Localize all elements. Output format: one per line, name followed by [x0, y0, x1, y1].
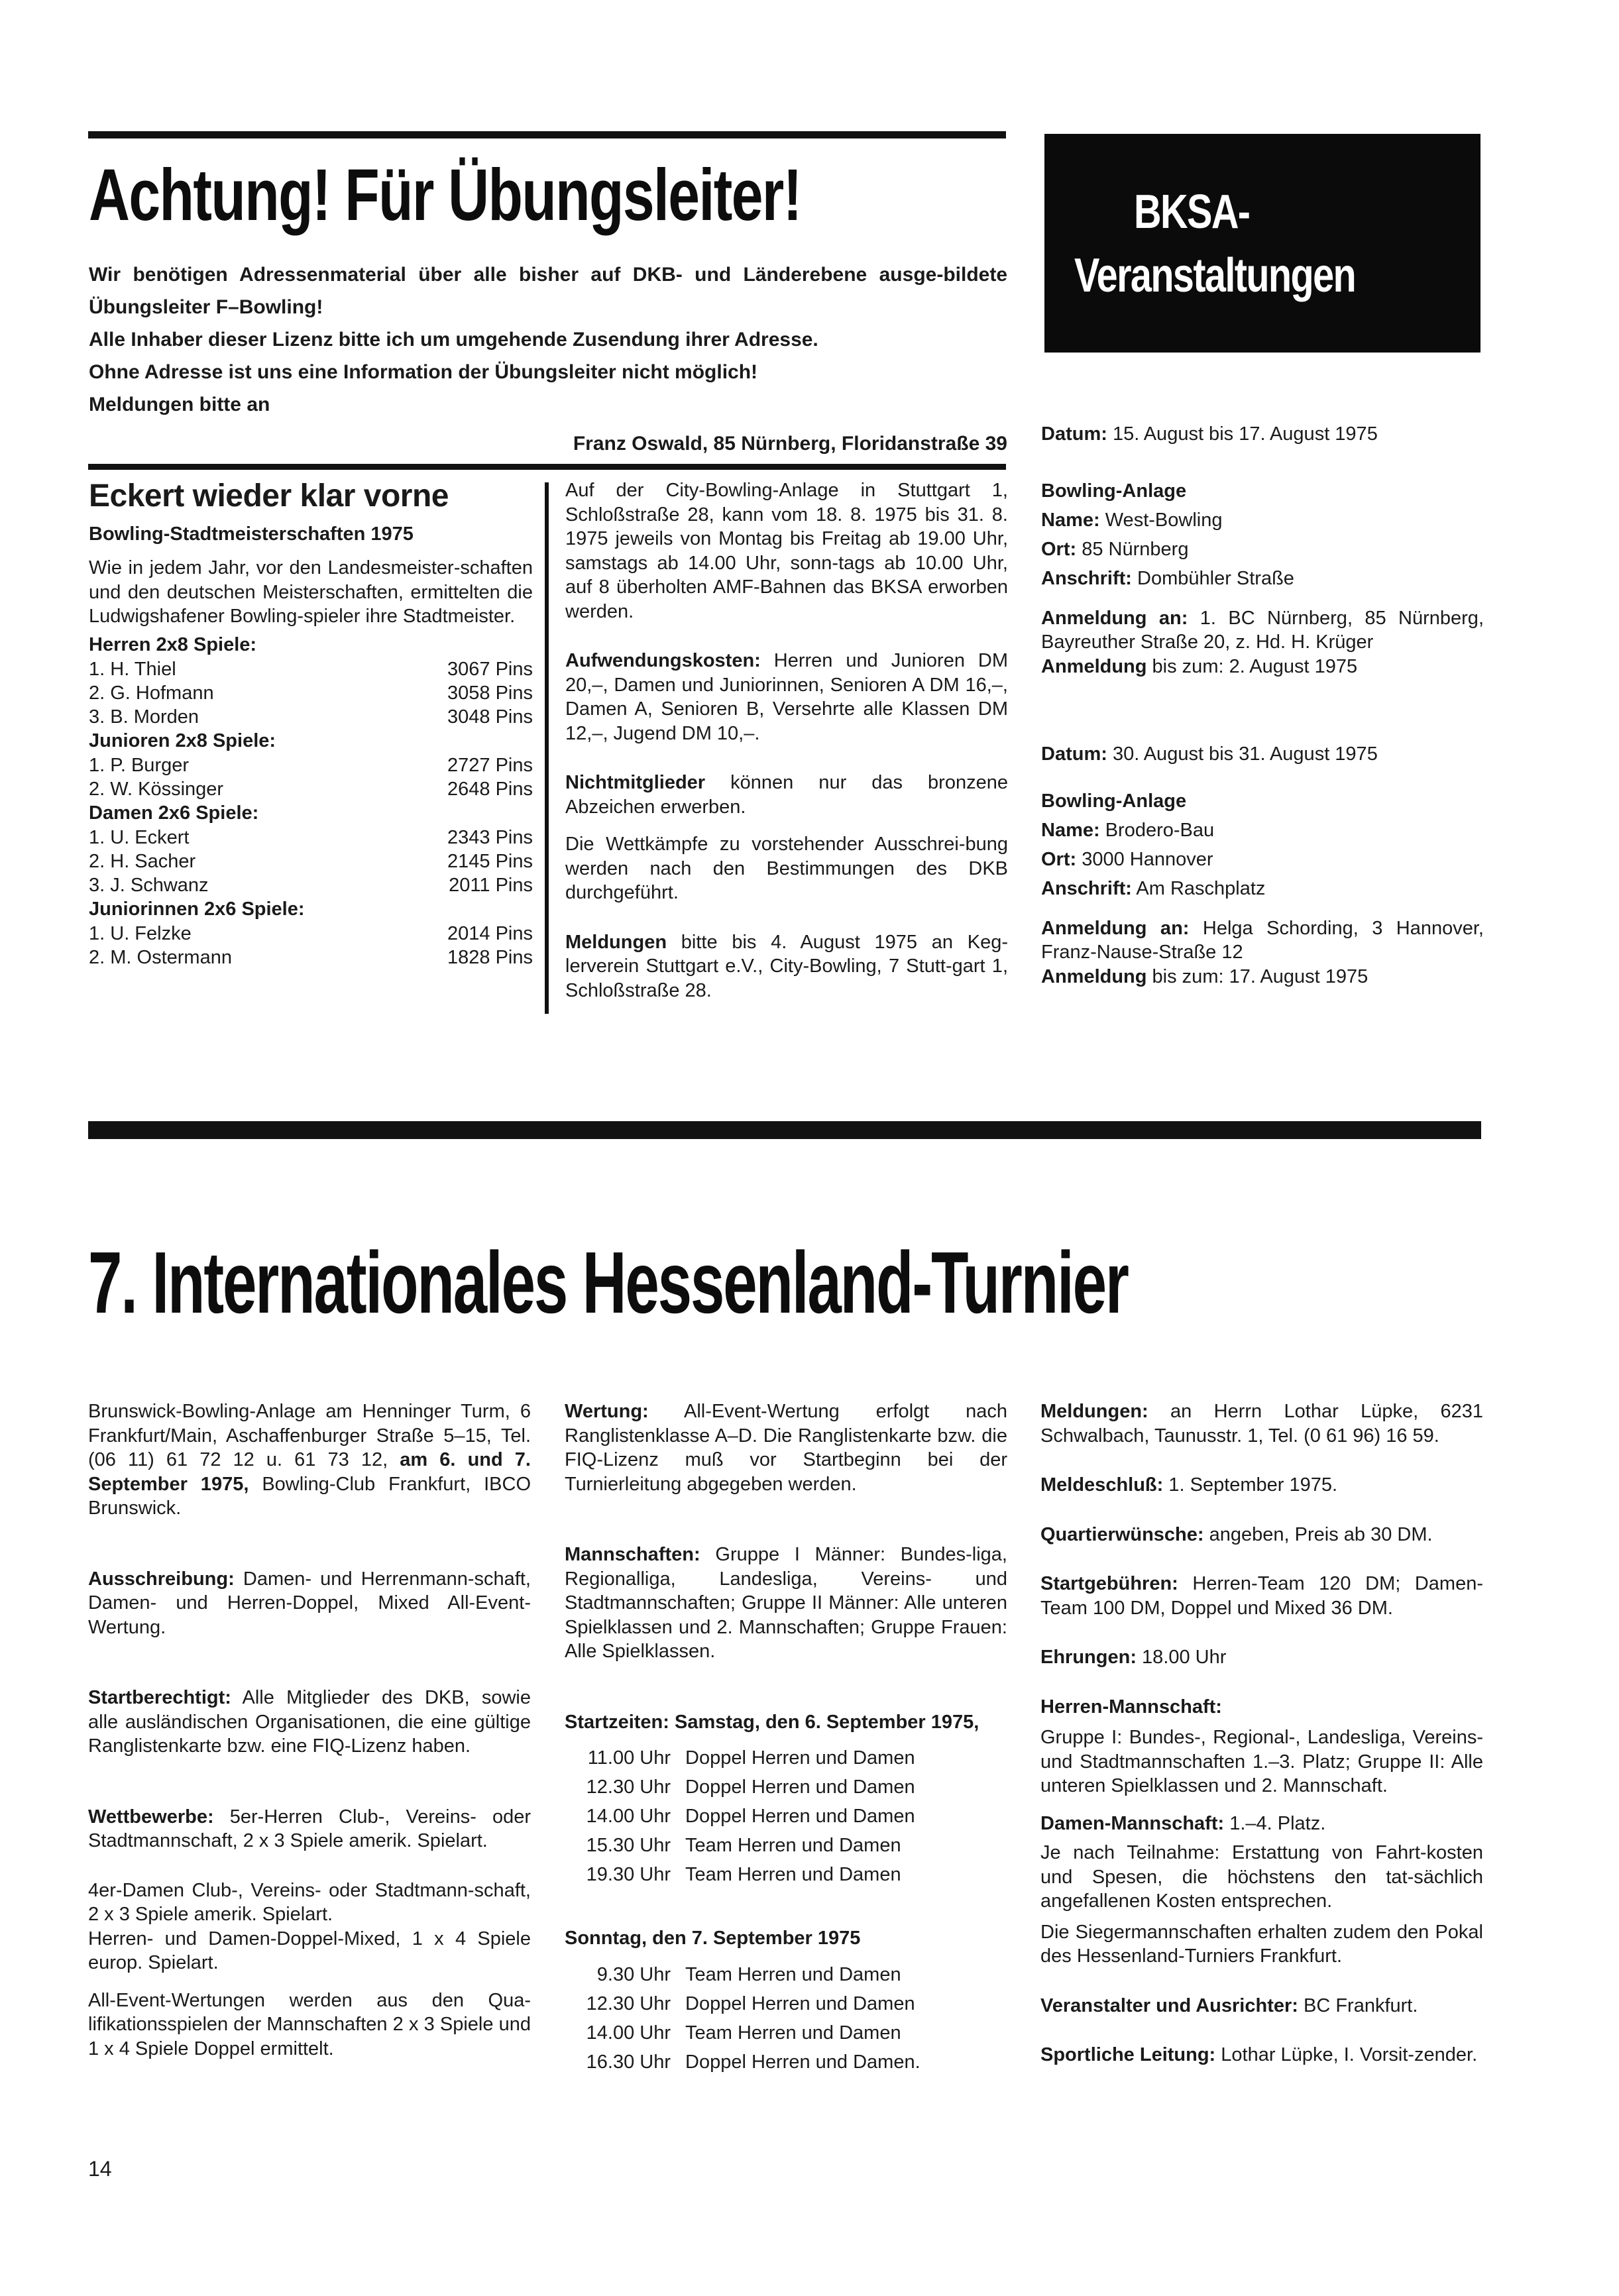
intro-text: Brunswick-Bowling-Anlage am Henninger Turm, 6 Frankfurt/Main, Aschaffenburger Straße 5–15, Tel. (06 11) 61 72 12 u. 61 73 12, — [88, 1401, 531, 1470]
stuttgart-registration — [565, 930, 1008, 1003]
damen-mannschaft — [1040, 1812, 1483, 1836]
schedule-row — [565, 1989, 1007, 2018]
event-name: Team Herren und Damen — [685, 2022, 901, 2044]
schedule-row — [565, 1860, 1007, 1889]
score: 2343 Pins — [447, 826, 533, 848]
score: 2014 Pins — [447, 922, 533, 944]
article-intro: Wie in jedem Jahr, vor den Landesmeister-schaften und den deutschen Meisterschaften, ermittelten die Ludwigshafener Bowling-spieler ihre Stadtmeister. — [89, 557, 533, 627]
costs-label: Aufwendungskosten: — [565, 650, 761, 671]
meldeschluss-label: Meldeschluß: — [1040, 1474, 1164, 1496]
column-divider — [545, 482, 549, 1014]
top-rule — [88, 131, 1006, 138]
mannschaften-label: Mannschaften: — [565, 1544, 700, 1565]
result-row — [89, 657, 533, 681]
article-stuttgart — [565, 478, 1008, 1003]
saturday-heading: Startzeiten: Samstag, den 6. September 1975, — [565, 1711, 979, 1733]
score: 2727 Pins — [447, 754, 533, 776]
event-name: Doppel Herren und Damen — [685, 1806, 915, 1827]
start-time: 14.00 Uhr — [586, 1806, 671, 1827]
registration-until — [1041, 655, 1484, 679]
schedule-row — [565, 2018, 1007, 2048]
damen-label: Damen-Mannschaft: — [1040, 1812, 1225, 1834]
nonmembers-label: Nichtmitglieder — [565, 772, 706, 793]
event-name: Team Herren und Damen — [685, 1835, 901, 1856]
startberechtigt-text: Alle Mitglieder des DKB, sowie alle ausländischen Organisationen, die eine gültige Ranglistenkarte bzw. eine FIQ-Lizenz haben. — [88, 1687, 531, 1757]
rank: 2. — [89, 946, 105, 968]
event-name: Doppel Herren und Damen — [685, 1747, 915, 1769]
venue-name — [1041, 506, 1484, 535]
event-date — [1041, 422, 1484, 447]
place-value: 85 Nürnberg — [1076, 538, 1189, 560]
address-label: Anschrift: — [1041, 567, 1132, 589]
nonmembers-text: können nur das bronzene Abzeichen erwerben. — [565, 772, 1008, 818]
schedule-row — [565, 1743, 1007, 1773]
tournament-col3 — [1040, 1399, 1483, 2067]
rank: 1. — [89, 658, 105, 680]
venue-place — [1041, 845, 1484, 874]
ehrungen-text: 18.00 Uhr — [1137, 1647, 1227, 1668]
page-number: 14 — [88, 2157, 112, 2181]
quartier — [1040, 1523, 1483, 1547]
player-name: W. Kössinger — [110, 778, 224, 800]
event-name: Doppel Herren und Damen — [685, 1993, 915, 2014]
event-name: Team Herren und Damen — [685, 1963, 901, 1985]
result-row — [89, 753, 533, 777]
intro-date: am 6. und 7. September 1975, — [88, 1449, 531, 1495]
event-name: Doppel Herren und Damen. — [685, 2051, 921, 2073]
start-time: 19.30 Uhr — [586, 1864, 671, 1885]
damen-wettbewerb: 4er-Damen Club-, Vereins- oder Stadtmann-schaft, 2 x 3 Spiele amerik. Spielart. — [88, 1879, 531, 1925]
quartier-label: Quartierwünsche: — [1040, 1523, 1204, 1545]
notice-body — [89, 258, 1007, 460]
score: 3067 Pins — [447, 658, 533, 680]
reg-to-value: Helga Schording, 3 Hannover, Franz-Nause-Straße 12 — [1041, 917, 1484, 963]
result-row — [89, 849, 533, 873]
bksa-title-box — [1044, 134, 1480, 353]
place-label: Ort: — [1041, 848, 1077, 870]
pokal-text: Die Siegermannschaften erhalten zudem den Pokal des Hessenland-Turniers Frankfurt. — [1040, 1921, 1483, 1967]
wertung-label: Wertung: — [565, 1401, 649, 1422]
rank: 2. — [89, 778, 105, 800]
wertung-text: All-Event-Wertung erfolgt nach Ranglistenklasse A–D. Die Ranglistenkarte bzw. die FIQ-Lizenz muß vor Startbeginn bei der Turnierleitung abgegeben werden. — [565, 1401, 1007, 1495]
name-label: Name: — [1041, 819, 1100, 841]
meldungen-text: an Herrn Lothar Lüpke, 6231 Schwalbach, Taunusstr. 1, Tel. (0 61 96) 16 59. — [1040, 1401, 1483, 1447]
result-row — [89, 777, 533, 801]
category-heading: Herren 2x8 Spiele: — [89, 633, 257, 655]
veranstalter — [1040, 1994, 1483, 2018]
wettbewerbe-text: 5er-Herren Club-, Vereins- oder Stadtmannschaft, 2 x 3 Spiele amerik. Spielart. — [88, 1806, 531, 1851]
date-label: Datum: — [1041, 743, 1107, 765]
notice-paragraph: Wir benötigen Adressenmaterial über alle bisher auf DKB- und Länderebene ausge-bildete Übungsleiter F–Bowling! — [89, 264, 1007, 318]
reg-to-label: Anmeldung an: — [1041, 917, 1190, 939]
article-subtitle: Bowling-Stadtmeisterschaften 1975 — [89, 523, 414, 545]
reg-until-value: bis zum: 2. August 1975 — [1146, 655, 1358, 677]
player-name: J. Schwanz — [110, 874, 209, 896]
stuttgart-intro: Auf der City-Bowling-Anlage in Stuttgart 1, Schloßstraße 28, kann vom 18. 8. 1975 bis 31. 8. 1975 jeweils von Montag bis Freitag ab 19.00 Uhr, samstags ab 14.00 Uhr, sonn-tags ab 10.00 Uhr, auf 8 überholten AMF-Bahnen das BKSA erworben werden. — [565, 480, 1008, 622]
reg-until-label: Anmeldung — [1041, 965, 1147, 987]
startberechtigt-label: Startberechtigt: — [88, 1687, 231, 1708]
address-value: Dombühler Straße — [1131, 567, 1294, 589]
herren-text: Gruppe I: Bundes-, Regional-, Landesliga, Vereins- und Stadtmannschaften 1.–3. Platz; Gruppe II: Alle unteren Spielklassen und 2. Mannschaft. — [1040, 1727, 1483, 1796]
bksa-events — [1041, 422, 1484, 989]
allevent-text: All-Event-Wertungen werden aus den Qua-lifikationsspielen der Mannschaften 2 x 3 Spiele und 1 x 4 Spiele Doppel ermittelt. — [88, 1989, 531, 2059]
registration-to — [1041, 916, 1484, 965]
section-rule — [88, 464, 1006, 470]
reg-to-value: 1. BC Nürnberg, 85 Nürnberg, Bayreuther Straße 20, z. Hd. H. Krüger — [1041, 607, 1484, 653]
damen-text: 1.–4. Platz. — [1224, 1812, 1326, 1834]
start-time: 15.30 Uhr — [586, 1835, 671, 1856]
intro-text: Bowling-Club Frankfurt, IBCO Brunswick. — [88, 1473, 531, 1519]
gebuehren-text: Herren-Team 120 DM; Damen-Team 100 DM, Doppel und Mixed 36 DM. — [1040, 1573, 1483, 1619]
result-row — [89, 681, 533, 705]
costs-text: Herren und Junioren DM 20,–, Damen und Juniorinnen, Senioren A DM 16,–, Damen A, Senioren B, Versehrte alle Klassen DM 12,–, Jugend DM 10,–. — [565, 650, 1008, 744]
notice-title: Achtung! Für Übungsleiter! — [89, 154, 801, 236]
meldeschluss-text: 1. September 1975. — [1163, 1474, 1338, 1496]
date-value: 15. August bis 17. August 1975 — [1107, 423, 1378, 445]
result-row — [89, 922, 533, 946]
notice-paragraph: Alle Inhaber dieser Lizenz bitte ich um umgehende Zusendung ihrer Adresse. — [89, 329, 818, 351]
startberechtigt — [88, 1686, 531, 1759]
tournament-title: 7. Internationales Hessenland-Turnier — [88, 1234, 1128, 1331]
notice-paragraph: Meldungen bitte an — [89, 394, 270, 415]
schedule-row — [565, 1831, 1007, 1860]
score: 3048 Pins — [447, 706, 533, 728]
veranstalter-label: Veranstalter und Ausrichter: — [1040, 1995, 1298, 2016]
notice-paragraph: Ohne Adresse ist uns eine Information der Übungsleiter nicht möglich! — [89, 361, 758, 383]
player-name: H. Thiel — [110, 658, 176, 680]
schedule-row — [565, 1773, 1007, 1802]
name-value: West-Bowling — [1099, 509, 1223, 531]
registration-text: bitte bis 4. August 1975 an Keg-lerverein Stuttgart e.V., City-Bowling, 7 Stutt-gart 1, Schloßstraße 28. — [565, 931, 1008, 1001]
wettbewerbe — [88, 1805, 531, 1853]
venue-heading: Bowling-Anlage — [1041, 480, 1187, 502]
stuttgart-costs — [565, 649, 1008, 745]
veranstalter-text: BC Frankfurt. — [1298, 1995, 1418, 2016]
rank: 1. — [89, 754, 105, 776]
rank: 1. — [89, 826, 105, 848]
notice-contact: Franz Oswald, 85 Nürnberg, Floridanstraße 39 — [573, 433, 1007, 455]
venue-name — [1041, 816, 1484, 845]
score: 2011 Pins — [449, 874, 533, 896]
venue-address — [1041, 874, 1484, 903]
sportliche-leitung — [1040, 2043, 1483, 2067]
article-eckert — [89, 477, 533, 969]
schedule-row — [565, 1802, 1007, 1831]
result-row — [89, 705, 533, 729]
venue-heading: Bowling-Anlage — [1041, 790, 1187, 812]
start-time: 12.30 Uhr — [586, 1777, 671, 1798]
wertung — [565, 1399, 1007, 1496]
venue-address — [1041, 564, 1484, 593]
stuttgart-rules: Die Wettkämpfe zu vorstehender Ausschrei-bung werden nach den Bestimmungen des DKB durchgeführt. — [565, 834, 1008, 903]
rank: 2. — [89, 682, 105, 704]
player-name: U. Felzke — [110, 922, 192, 944]
erstattung-text: Je nach Teilnahme: Erstattung von Fahrt-kosten und Spesen, die höchstens den tat-sächlich angefallenen Kosten entsprechen. — [1040, 1842, 1483, 1912]
player-name: U. Eckert — [110, 826, 190, 848]
result-row — [89, 946, 533, 969]
notice-section — [89, 154, 1007, 460]
tournament-col1 — [88, 1399, 531, 2061]
name-label: Name: — [1041, 509, 1100, 531]
category-heading: Juniorinnen 2x6 Spiele: — [89, 898, 305, 920]
schedule-row — [565, 2048, 1007, 2077]
ausschreibung-text: Damen- und Herrenmann-schaft, Damen- und Herren-Doppel, Mixed All-Event-Wertung. — [88, 1568, 531, 1638]
reg-to-label: Anmeldung an: — [1041, 607, 1188, 629]
bksa-title-line1: BKSA- — [1134, 186, 1250, 239]
score: 3058 Pins — [447, 682, 533, 704]
player-name: H. Sacher — [110, 850, 196, 872]
tournament-rule — [88, 1121, 1481, 1139]
meldungen — [1040, 1399, 1483, 1448]
rank: 1. — [89, 922, 105, 944]
gebuehren-label: Startgebühren: — [1040, 1573, 1178, 1594]
ehrungen-label: Ehrungen: — [1040, 1647, 1137, 1668]
result-row — [89, 826, 533, 849]
startgebuehren — [1040, 1572, 1483, 1620]
registration-label: Meldungen — [565, 931, 667, 953]
event-date — [1041, 742, 1484, 767]
place-label: Ort: — [1041, 538, 1077, 560]
leitung-text: Lothar Lüpke, I. Vorsit-zender. — [1215, 2044, 1478, 2065]
reg-until-value: bis zum: 17. August 1975 — [1146, 965, 1368, 987]
category-heading: Junioren 2x8 Spiele: — [89, 730, 276, 751]
rank: 3. — [89, 706, 105, 728]
score: 2648 Pins — [447, 778, 533, 800]
score: 2145 Pins — [447, 850, 533, 872]
stuttgart-nonmembers — [565, 771, 1008, 819]
leitung-label: Sportliche Leitung: — [1040, 2044, 1216, 2065]
start-time: 11.00 Uhr — [587, 1747, 671, 1769]
mannschaften — [565, 1543, 1007, 1664]
sunday-heading: Sonntag, den 7. September 1975 — [565, 1928, 861, 1949]
player-name: B. Morden — [110, 706, 199, 728]
venue-place — [1041, 535, 1484, 564]
mannschaften-text: Gruppe I Männer: Bundes-liga, Regionalliga, Landesliga, Vereins- und Stadtmannschaften; Gruppe II Männer: Alle unteren Spielklassen und 2. Mannschaften; Gruppe Frauen: Alle Spielklassen. — [565, 1544, 1007, 1662]
event-name: Team Herren und Damen — [685, 1864, 901, 1885]
address-value: Am Raschplatz — [1131, 877, 1266, 899]
event-name: Doppel Herren und Damen — [685, 1777, 915, 1798]
result-row — [89, 873, 533, 897]
category-heading: Damen 2x6 Spiele: — [89, 802, 259, 824]
name-value: Brodero-Bau — [1099, 819, 1215, 841]
registration-to — [1041, 606, 1484, 655]
tournament-intro — [88, 1399, 531, 1521]
meldeschluss — [1040, 1473, 1483, 1498]
registration-until — [1041, 965, 1484, 989]
quartier-text: angeben, Preis ab 30 DM. — [1203, 1523, 1433, 1545]
address-label: Anschrift: — [1041, 877, 1132, 899]
schedule-row — [565, 1960, 1007, 1989]
herren-heading: Herren-Mannschaft: — [1040, 1696, 1222, 1718]
start-time: 12.30 Uhr — [586, 1993, 671, 2014]
player-name: P. Burger — [110, 754, 190, 776]
bksa-title-line2: Veranstaltungen — [1074, 249, 1356, 302]
player-name: M. Ostermann — [110, 946, 232, 968]
mixed-wettbewerb: Herren- und Damen-Doppel-Mixed, 1 x 4 Spiele europ. Spielart. — [88, 1928, 531, 1973]
ausschreibung-label: Ausschreibung: — [88, 1568, 235, 1590]
score: 1828 Pins — [447, 946, 533, 968]
rank: 2. — [89, 850, 105, 872]
place-value: 3000 Hannover — [1076, 848, 1213, 870]
reg-until-label: Anmeldung — [1041, 655, 1147, 677]
start-time: 14.00 Uhr — [586, 2022, 671, 2044]
start-time: 9.30 Uhr — [596, 1963, 671, 1985]
start-time: 16.30 Uhr — [586, 2051, 671, 2073]
ausschreibung — [88, 1567, 531, 1640]
wettbewerbe-label: Wettbewerbe: — [88, 1806, 214, 1828]
rank: 3. — [89, 874, 105, 896]
date-value: 30. August bis 31. August 1975 — [1107, 743, 1378, 765]
meldungen-label: Meldungen: — [1040, 1401, 1148, 1422]
ehrungen — [1040, 1645, 1483, 1670]
player-name: G. Hofmann — [110, 682, 214, 704]
tournament-col2 — [565, 1399, 1007, 2077]
article-title: Eckert wieder klar vorne — [89, 478, 449, 514]
date-label: Datum: — [1041, 423, 1107, 445]
